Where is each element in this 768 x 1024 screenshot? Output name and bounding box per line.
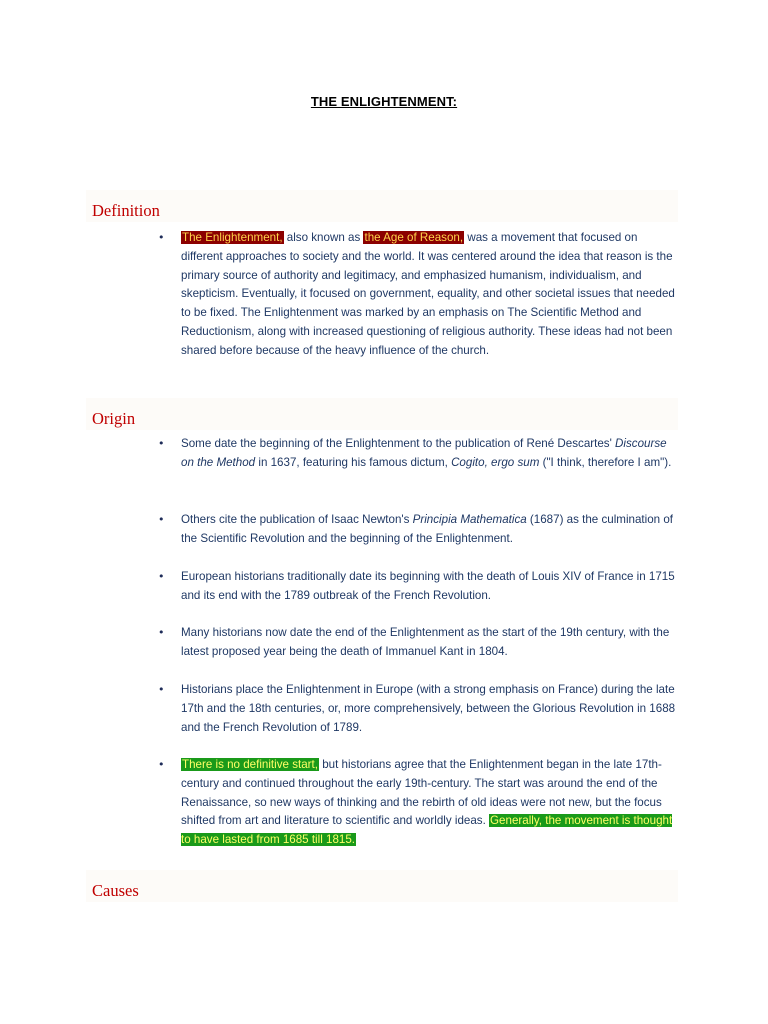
text-segment: (1687) as the culmination of the Scientific Revolution and the beginning of the Enlightenment. [181, 513, 673, 545]
bullet-icon: • [158, 513, 165, 526]
section-band-causes [86, 870, 678, 902]
highlight-no-definitive-start: There is no definitive start, [182, 758, 318, 771]
definition-bullet-text [181, 229, 679, 361]
italic-phrase: Cogito, ergo sum [451, 455, 540, 469]
bullet-icon: • [158, 570, 165, 583]
origin-bullet-text [181, 435, 679, 473]
bullet-icon: • [158, 231, 165, 244]
italic-title: Discourse on the Method [181, 437, 667, 469]
origin-bullet-text [181, 511, 679, 549]
origin-bullet-text: Historians place the Enlightenment in Europe (with a strong emphasis on France) during the late 17th and the 18th centuries, or, more comprehensively, between the Glorious Revolution in 1688 and the French Revolution of 1789. [181, 683, 676, 734]
bullet-icon: • [158, 626, 165, 639]
section-heading-origin: Origin [92, 409, 136, 428]
section-heading-causes: Causes [92, 881, 139, 900]
section-band-origin [86, 398, 678, 430]
highlight-movement-dates: Generally, the movement is thought to have lasted from 1685 till 1815. [181, 814, 673, 847]
highlight-enlightenment: The Enlightenment, [182, 231, 283, 244]
section-heading-definition: Definition [92, 201, 160, 220]
highlight-age-of-reason: the Age of Reason, [364, 231, 464, 244]
document-title: THE ENLIGHTENMENT: [310, 94, 458, 109]
section-band-definition [86, 190, 678, 222]
text-segment: but historians agree that the Enlightenment began in the late 17th-century and continued throughout the early 19th-century. The start was around the end of the Renaissance, so new ways of thinking and the rebirth of old ideas were not new, but the focus shifted from art and literature to scientific and worldly ideas. [181, 758, 662, 828]
origin-bullet-text [181, 756, 679, 850]
text-segment: ("I think, therefore I am"). [539, 455, 672, 469]
bullet-icon: • [158, 437, 165, 450]
text-segment: Others cite the publication of Isaac Newton's [181, 513, 413, 526]
italic-title: Principia Mathematica [412, 513, 527, 526]
bullet-icon: • [158, 758, 165, 771]
text-segment: also known as [283, 231, 364, 244]
text-segment: was a movement that focused on different approaches to society and the world. It was centered around the idea that reason is the primary source of authority and legitimacy, and emphasized humanism, individualism, and skepticism. Eventually, it focused on government, equality, and other societal issues that needed to be fixed. The Enlightenment was marked by an emphasis on The Scientific Method and Reductionism, along with increased questioning of religious authority. These ideas had not been shared before because of the heavy influence of the church. [181, 231, 675, 357]
bullet-icon: • [158, 683, 165, 696]
origin-bullet-text: European historians traditionally date its beginning with the death of Louis XIV of France in 1715 and its end with the 1789 outbreak of the French Revolution. [181, 570, 675, 602]
text-segment: Some date the beginning of the Enlightenment to the publication of René Descartes' [181, 437, 616, 450]
text-segment: in 1637, featuring his famous dictum, [255, 455, 452, 469]
origin-bullet-text: Many historians now date the end of the Enlightenment as the start of the 19th century, with the latest proposed year being the death of Immanuel Kant in 1804. [181, 626, 670, 658]
